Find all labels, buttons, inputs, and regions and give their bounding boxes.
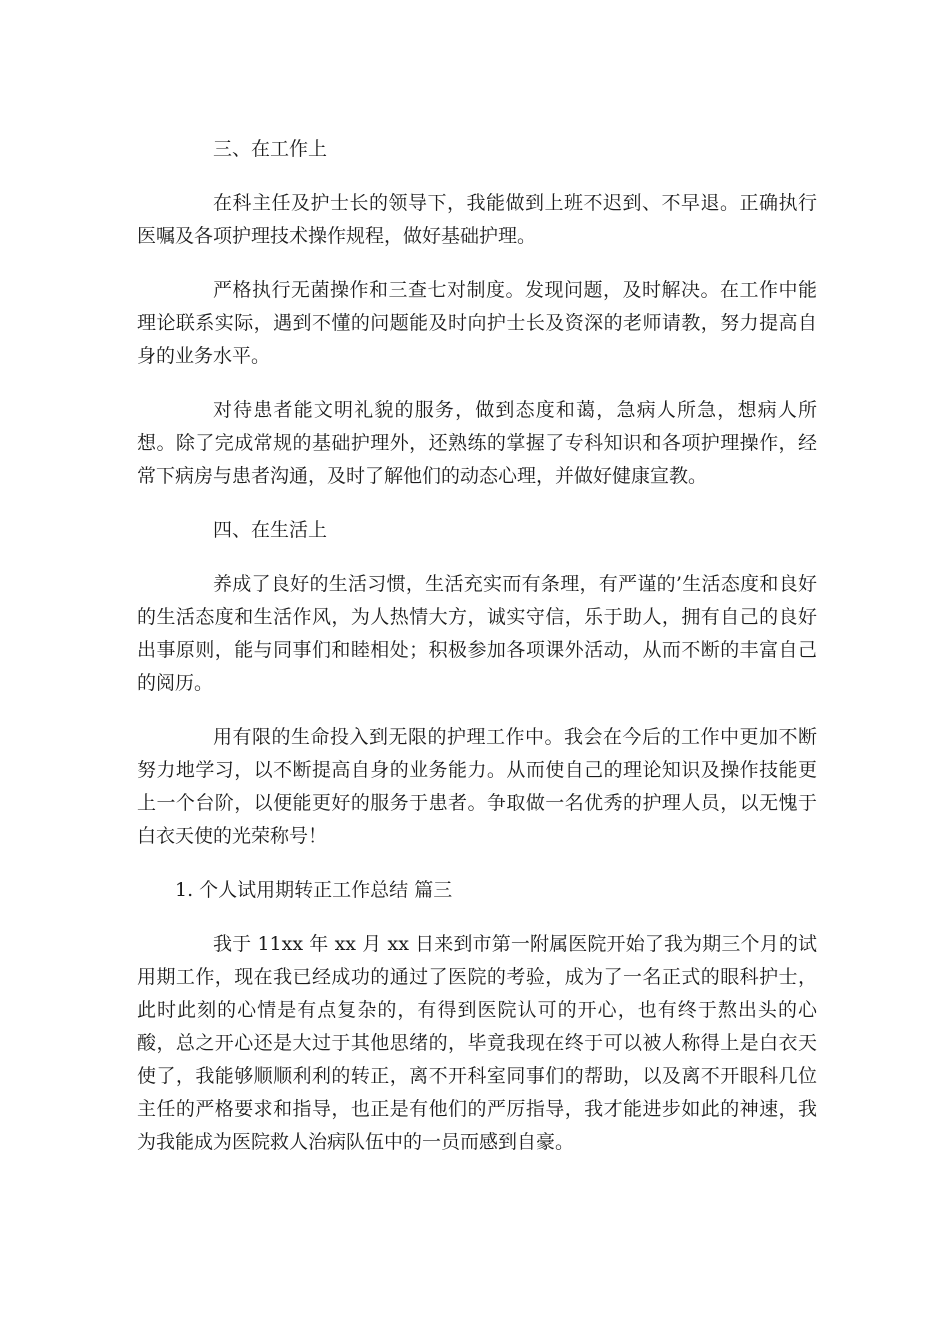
- numbered-heading-summary: 1. 个人试用期转正工作总结 篇三: [175, 879, 453, 901]
- section-heading-work: 三、在工作上: [213, 138, 328, 160]
- paragraph-probation-summary: 我于 11xx 年 xx 月 xx 日来到市第一附属医院开始了我为期三个月的试用期工作，现在我已经成功的通过了医院的考验，成为了一名正式的眼科护士，此时此刻的心情是有点复杂的，有得到医院认可的开心，也有终于熬出头的心酸，总之开心还是大过于其他思绪的，毕竟我现在终于可以被人称得上是白衣天使了，我能够顺顺利利的转正，离不开科室同事们的帮助，以及离不开眼科几位主任的严格要求和指导，也正是有他们的严厉指导，我才能进步如此的神速，我为我能成为医院救人治病队伍中的一员而感到自豪。: [137, 933, 817, 1153]
- paragraph-patient-service: 对待患者能文明礼貌的服务，做到态度和蔼，急病人所急，想病人所想。除了完成常规的基础护理外，还熟练的掌握了专科知识和各项护理操作，经常下病房与患者沟通，及时了解他们的动态心理，并做好健康宣教。: [137, 399, 817, 487]
- paragraph-work-discipline: 在科主任及护士长的领导下，我能做到上班不迟到、不早退。正确执行医嘱及各项护理技术操作规程，做好基础护理。: [137, 192, 817, 247]
- paragraph-life-habits: 养成了良好的生活习惯，生活充实而有条理，有严谨的’生活态度和良好的生活态度和生活作风，为人热情大方，诚实守信，乐于助人，拥有自己的良好出事原则，能与同事们和睦相处；积极参加各项课外活动，从而不断的丰富自己的阅历。: [137, 573, 817, 694]
- document-body: [137, 133, 817, 1180]
- paragraph-aseptic-operation: 严格执行无菌操作和三查七对制度。发现问题，及时解决。在工作中能理论联系实际，遇到不懂的问题能及时向护士长及资深的老师请教，努力提高自身的业务水平。: [137, 279, 817, 367]
- section-heading-life: 四、在生活上: [213, 519, 328, 541]
- paragraph-nursing-commitment: 用有限的生命投入到无限的护理工作中。我会在今后的工作中更加不断努力地学习，以不断提高自身的业务能力。从而使自己的理论知识及操作技能更上一个台阶，以便能更好的服务于患者。争取做一名优秀的护理人员，以无愧于白衣天使的光荣称号！: [137, 726, 817, 847]
